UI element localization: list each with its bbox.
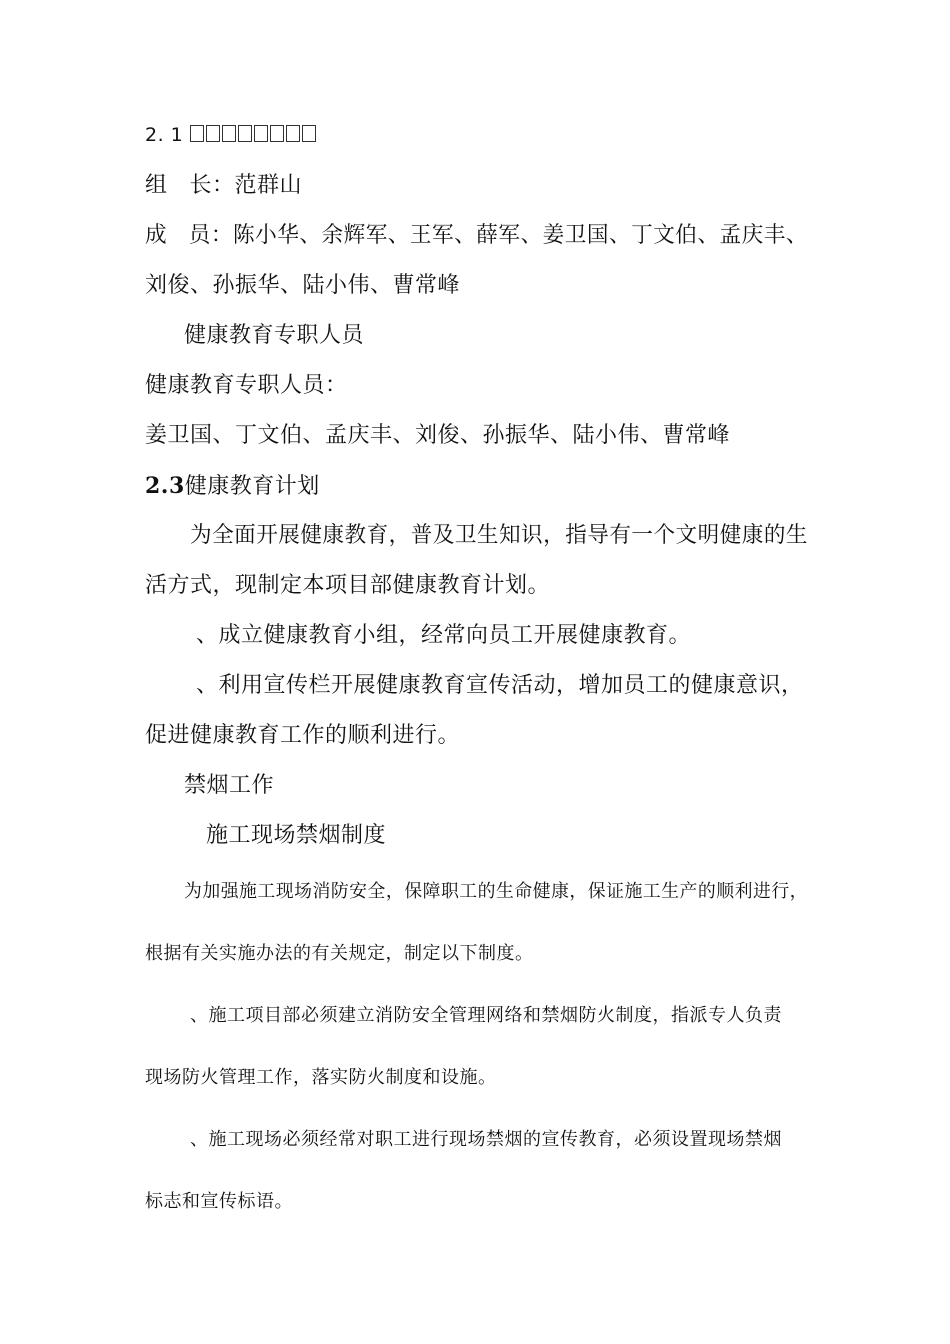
staff-heading: 健康教育专职人员 [184, 323, 365, 348]
smoking-rule-1-line1: 、施工项目部必须建立消防安全管理网络和禁烟防火制度，指派专人负责 [190, 1005, 782, 1026]
section-2-1-title-placeholder [190, 121, 318, 149]
smoking-heading: 禁烟工作 [184, 773, 275, 798]
smoking-intro-line1: 为加强施工现场消防安全，保障职工的生命健康，保证施工生产的顺利进行， [184, 881, 809, 902]
smoking-rule-2-line1: 、施工现场必须经常对职工进行现场禁烟的宣传教育，必须设置现场禁烟 [190, 1129, 782, 1150]
members-line-2: 刘俊、孙振华、陆小伟、曹常峰 [145, 273, 461, 298]
smoking-subheading: 施工现场禁烟制度 [206, 823, 387, 848]
section-2-3-title: 健康教育计划 [184, 474, 320, 499]
section-2-3-number: 2.3 [145, 473, 185, 499]
section-2-3-heading [145, 472, 320, 501]
members-line-1 [145, 222, 808, 250]
missing-glyph-box [286, 125, 300, 142]
smoking-rule-1-line2: 现场防火管理工作，落实防火制度和设施。 [145, 1067, 497, 1088]
members-label-b: 员： [188, 223, 234, 248]
leader-name: 范群山 [234, 173, 303, 198]
section-2-1-number: 2. 1 [145, 124, 184, 146]
missing-glyph-box [222, 125, 236, 142]
missing-glyph-box [270, 125, 284, 142]
plan-para1-line1: 为全面开展健康教育，普及卫生知识，指导有一个文明健康的生 [190, 523, 808, 548]
missing-glyph-box [206, 125, 220, 142]
staff-label: 健康教育专职人员： [145, 373, 348, 398]
section-2-1-heading [145, 121, 318, 149]
smoking-intro-line2: 根据有关实施办法的有关规定，制定以下制度。 [145, 943, 534, 964]
missing-glyph-box [254, 125, 268, 142]
leader-label-b: 长： [189, 173, 235, 198]
members-label-a: 成 [145, 223, 168, 248]
staff-names: 姜卫国、丁文伯、孟庆丰、刘俊、孙振华、陆小伟、曹常峰 [145, 423, 731, 448]
plan-item-1: 、成立健康教育小组，经常向员工开展健康教育。 [196, 623, 692, 648]
plan-para1-line2: 活方式，现制定本项目部健康教育计划。 [145, 573, 551, 598]
smoking-rule-2-line2: 标志和宣传标语。 [145, 1191, 293, 1212]
missing-glyph-box [190, 125, 204, 142]
leader-line [145, 172, 302, 200]
missing-glyph-box [238, 125, 252, 142]
plan-item-2-line2: 促进健康教育工作的顺利进行。 [145, 723, 461, 748]
missing-glyph-box [302, 125, 316, 142]
leader-label-a: 组 [145, 173, 168, 198]
members-names-line1: 陈小华、余辉军、王军、薛军、姜卫国、丁文伯、孟庆丰、 [233, 223, 809, 248]
plan-item-2-line1: 、利用宣传栏开展健康教育宣传活动，增加员工的健康意识， [196, 673, 804, 698]
